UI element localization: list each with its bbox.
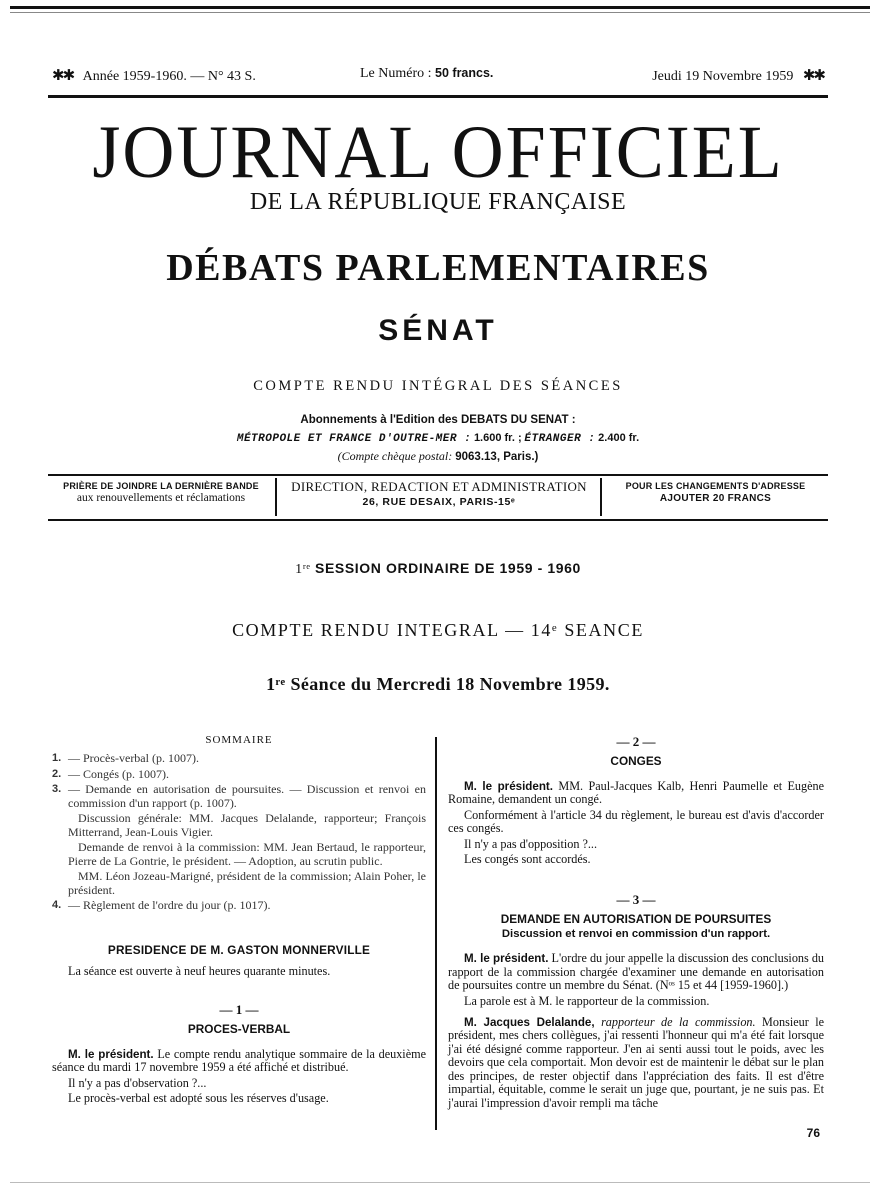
header-price	[360, 66, 493, 82]
sommaire-item: 3. — Demande en autorisation de poursuites. — Discussion et renvoi en commission d'un rapport (p. 1007).	[52, 782, 426, 810]
sommaire-subitem: Demande de renvoi à la commission: MM. Jean Bertaud, le rapporteur, Pierre de La Gontrie, le président. — Adoption, au scrutin public.	[68, 840, 426, 868]
sommaire-subitem: MM. Léon Jozeau-Marigné, président de la commission; Alain Poher, le président.	[68, 869, 426, 897]
subscriptions-line3	[0, 449, 876, 464]
price-label: Le Numéro :	[360, 66, 432, 81]
section-3-subtitle: Discussion et renvoi en commission d'un rapport.	[501, 928, 771, 941]
top-border-rule	[10, 6, 870, 9]
top-border-rule-thin	[10, 12, 870, 13]
price-value: 50 francs.	[435, 66, 494, 80]
etranger-price: 2.400 fr.	[598, 432, 640, 444]
chamber-title: SÉNAT	[378, 314, 498, 347]
compte-rendu-seance: COMPTE RENDU INTEGRAL — 14ᵉ SEANCE	[232, 620, 644, 640]
info-box-right	[603, 481, 828, 504]
cheque-label: (Compte chèque postal:	[337, 449, 453, 463]
journal-subtitle: DE LA RÉPUBLIQUE FRANÇAISE	[249, 189, 627, 215]
year-issue: Année 1959-1960. — N° 43 S.	[82, 69, 256, 84]
info-left-line2: aux renouvellements et réclamations	[76, 492, 246, 504]
pv-paragraph: M. le président. Le compte rendu analytique sommaire de la deuxième séance du mardi 17 novembre 1959 a été affiché et distribué.	[52, 1046, 426, 1075]
speaker-name: M. le président.	[464, 780, 554, 793]
session-ordinal: 1ʳᵉ	[295, 562, 311, 577]
conges-paragraph: M. le président. MM. Paul-Jacques Kalb, Henri Paumelle et Eugène Romaine, demandent un congé.	[448, 779, 825, 807]
session-label: SESSION ORDINAIRE DE 1959 - 1960	[315, 560, 581, 576]
section-2-number: — 2 —	[616, 734, 656, 749]
info-box-divider-left	[275, 478, 277, 516]
section-1-number: — 1 —	[219, 1001, 259, 1017]
sommaire-item: 4. — Règlement de l'ordre du jour (p. 1017).	[52, 898, 271, 912]
subscriptions-line2	[0, 432, 876, 445]
info-box-top-rule	[48, 474, 828, 476]
info-box-center	[278, 479, 600, 508]
metropole-price: 1.600 fr. ;	[473, 432, 522, 444]
conges-question: Il n'y a pas d'opposition ?...	[464, 836, 598, 851]
left-column	[52, 734, 426, 1106]
issue-date: Jeudi 19 Novembre 1959	[652, 69, 794, 84]
rapporteur-paragraph: M. Jacques Delalande, rapporteur de la commission. Monsieur le président, mes chers collègues, j'ai ressenti l'honneur qui m'a été fait lorsque j'ai été désigné comme rapporteur. J'en ai senti aussi tout le poids, avec les devoirs que cela comportait. Mon devoir est de maintenir le débat sur le plan des principes, de rester objectif dans l'appréciation des faits. Il est d'être impartial, équitable, comme le serait un juge que, pourtant, je ne suis pas. Et j'aurai l'impression d'avoir rempli ma tâche	[448, 1015, 825, 1110]
info-center-line1: DIRECTION, REDACTION ET ADMINISTRATION	[291, 479, 587, 494]
section-2-title: CONGES	[610, 754, 662, 768]
conges-accorded: Les congés sont accordés.	[464, 852, 591, 867]
demande-parole: La parole est à M. le rapporteur de la commission.	[464, 993, 710, 1008]
header-left	[52, 66, 256, 85]
header-line	[52, 64, 824, 88]
info-right-line1: POUR LES CHANGEMENTS D'ADRESSE	[625, 481, 806, 491]
speaker-name: M. Jacques Delalande,	[464, 1016, 595, 1030]
speaker-name: M. le président.	[68, 1047, 154, 1061]
subscriptions-line1: Abonnements à l'Edition des DEBATS DU SENAT :	[300, 414, 576, 426]
info-box-bottom-rule	[48, 519, 828, 521]
session-title	[0, 560, 876, 578]
header-right	[652, 66, 824, 85]
sommaire-item: 2. — Congés (p. 1007).	[52, 766, 169, 781]
conges-article: Conformément à l'article 34 du règlement, le bureau est d'avis d'accorder ces congés.	[448, 807, 824, 836]
header-rule	[48, 95, 828, 98]
right-column	[448, 734, 824, 1110]
info-box-left	[48, 481, 274, 504]
sommaire-subitem: Discussion générale: MM. Jacques Delalande, rapporteur; François Mitterrand, Jean-Louis Vigier.	[68, 811, 426, 839]
speaker-role: rapporteur de la commission.	[601, 1015, 756, 1030]
opening-text: La séance est ouverte à neuf heures quarante minutes.	[68, 963, 331, 978]
seance-date: 1ʳᵉ Séance du Mercredi 18 Novembre 1959.	[266, 674, 610, 694]
info-left-line1: PRIÈRE DE JOINDRE LA DERNIÈRE BANDE	[63, 481, 259, 491]
info-right-line2: AJOUTER 20 FRANCS	[659, 493, 772, 504]
section-1-title: PROCES-VERBAL	[187, 1021, 291, 1036]
sommaire-item: 1. — Procès-verbal (p. 1007).	[52, 751, 199, 765]
pv-question: Il n'y a pas d'observation ?...	[68, 1075, 207, 1090]
sommaire-list	[52, 752, 426, 913]
page-number: 76	[806, 1126, 820, 1140]
info-center-line2: 26, RUE DESAIX, PARIS-15ᵉ	[362, 496, 516, 508]
section-3-title: DEMANDE EN AUTORISATION DE POURSUITES	[500, 912, 772, 927]
bottom-border-rule	[10, 1182, 870, 1183]
etranger-label: ÉTRANGER :	[524, 433, 596, 445]
metropole-label: MÉTROPOLE ET FRANCE D'OUTRE-MER :	[236, 433, 472, 445]
stars-icon: ✱✱	[52, 68, 74, 84]
pv-adopted: Le procès-verbal est adopté sous les réserves d'usage.	[68, 1091, 329, 1106]
stars-icon-right: ✱✱	[802, 68, 824, 84]
cheque-number: 9063.13, Paris.)	[455, 451, 539, 463]
speaker-name: M. le président.	[464, 952, 549, 966]
compte-rendu-title: COMPTE RENDU INTÉGRAL DES SÉANCES	[253, 378, 623, 394]
section-title: DÉBATS PARLEMENTAIRES	[166, 247, 710, 289]
journal-title: JOURNAL OFFICIEL	[92, 110, 784, 194]
info-box-divider-right	[600, 478, 602, 516]
presidence-heading: PRESIDENCE DE M. GASTON MONNERVILLE	[107, 942, 371, 957]
column-divider	[435, 737, 437, 1130]
demande-paragraph: M. le président. L'ordre du jour appelle la discussion des conclusions du rapport de la commission chargée d'examiner une demande en autorisation de poursuites contre un membre du Sénat. (Nᵒˢ 15 et 44 [1959-1960].)	[448, 951, 825, 993]
sommaire-heading: SOMMAIRE	[205, 734, 273, 746]
section-3-number: — 3 —	[616, 892, 656, 908]
